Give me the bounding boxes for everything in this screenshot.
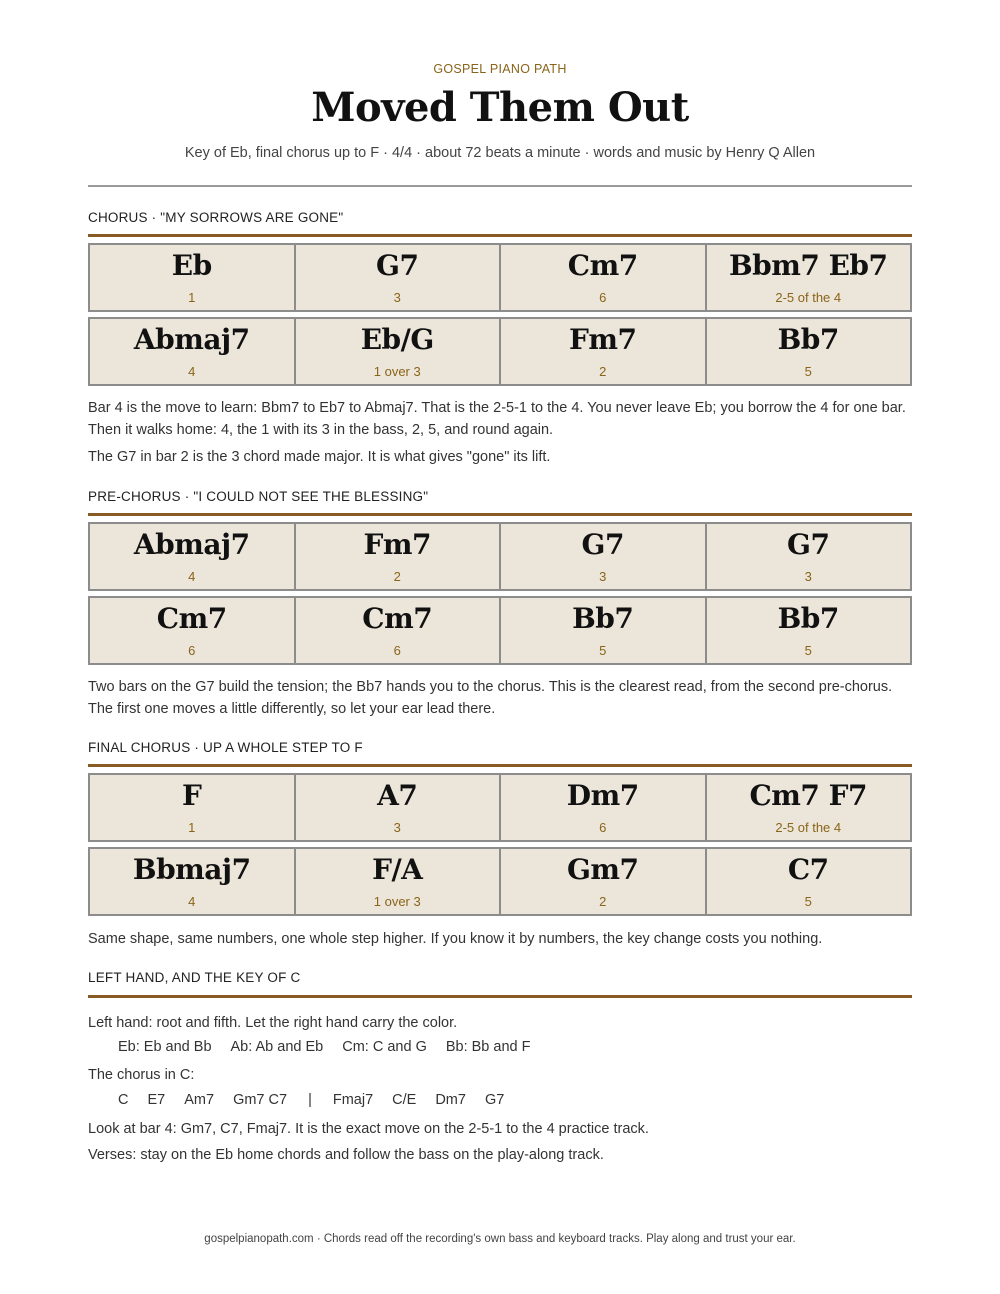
chord-degree: 5 xyxy=(599,643,607,658)
chord-token: C/E xyxy=(392,1092,417,1108)
chord-name: Fm7 xyxy=(363,528,431,561)
chord-degree: 5 xyxy=(804,364,812,379)
chord-name: A7 xyxy=(377,779,418,812)
chord-name: F xyxy=(182,779,202,812)
chord-degree: 4 xyxy=(188,364,196,379)
chord-name: Cm7 xyxy=(362,602,433,635)
chord-token: G7 xyxy=(484,1092,505,1108)
chord-name: G7 xyxy=(376,249,419,282)
chord-cell xyxy=(499,522,707,591)
left-hand-note: Look at bar 4: Gm7, C7, Fmaj7. It is the exact move on the 2-5-1 to the 4 practice track. xyxy=(88,1121,649,1137)
section-divider xyxy=(88,764,912,767)
chord-name: Bbmaj7 xyxy=(132,853,251,886)
brand-name: GOSPEL PIANO PATH xyxy=(433,62,567,76)
chord-name: Eb/G xyxy=(360,323,434,356)
chord-token: Gm7 C7 xyxy=(233,1092,288,1108)
chord-degree: 4 xyxy=(188,894,196,909)
chord-name: Bb7 xyxy=(777,323,839,356)
chorus-in-c-chords xyxy=(118,1092,504,1108)
chord-cell xyxy=(499,243,707,312)
chord-degree: 2 xyxy=(393,569,401,584)
chord-degree: 6 xyxy=(599,290,607,305)
chord-cell xyxy=(88,773,296,842)
chord-token: Fmaj7 xyxy=(332,1092,374,1108)
chord-name: Bb7 xyxy=(572,602,634,635)
chord-degree: 2-5 of the 4 xyxy=(775,820,842,835)
chord-cell xyxy=(294,317,502,386)
chord-degree: 3 xyxy=(393,290,401,305)
chord-degree: 2 xyxy=(599,894,607,909)
section-divider xyxy=(88,513,912,516)
left-hand-pair: Bb: Bb and F xyxy=(445,1039,531,1055)
chord-degree: 6 xyxy=(393,643,401,658)
chord-degree: 1 over 3 xyxy=(373,364,421,379)
left-hand-pair: Ab: Ab and Eb xyxy=(230,1039,324,1055)
section-label-chorus: CHORUS · "MY SORROWS ARE GONE" xyxy=(88,210,344,225)
chord-name: Cm7 F7 xyxy=(749,779,867,812)
chord-cell xyxy=(88,847,296,916)
page-footer: gospelpianopath.com · Chords read off the recording's own bass and keyboard tracks. Play along and trust your ear. xyxy=(204,1233,796,1245)
page-subtitle: Key of Eb, final chorus up to F · 4/4 · about 72 beats a minute · words and music by Henry Q Allen xyxy=(184,145,816,161)
chord-name: G7 xyxy=(787,528,830,561)
chord-cell xyxy=(294,847,502,916)
chord-degree: 1 xyxy=(188,290,196,305)
chord-degree: 5 xyxy=(804,643,812,658)
chord-name: G7 xyxy=(581,528,624,561)
chord-cell xyxy=(705,596,913,665)
chord-cell xyxy=(294,243,502,312)
chord-name: Bb7 xyxy=(777,602,839,635)
chord-name: Eb xyxy=(171,249,212,282)
chord-cell xyxy=(705,522,913,591)
header-divider xyxy=(88,185,912,187)
chord-token: Dm7 xyxy=(435,1092,466,1108)
chord-grid-chorus xyxy=(88,243,912,391)
section-divider xyxy=(88,995,912,998)
chord-degree: 6 xyxy=(599,820,607,835)
left-hand-pair: Eb: Eb and Bb xyxy=(118,1039,212,1055)
chord-name: Dm7 xyxy=(566,779,639,812)
chord-row xyxy=(88,773,912,842)
chord-name: Fm7 xyxy=(569,323,637,356)
section-divider xyxy=(88,234,912,237)
section-note: Bar 4 is the move to learn: Bbm7 to Eb7 to Abmaj7. That is the 2-5-1 to the 4. You never leave Eb; you borrow the 4 for one bar. Then it walks home: 4, the 1 with its 3 in the bass, 2, 5, and round again. xyxy=(88,400,906,438)
section-label-prechorus: PRE-CHORUS · "I COULD NOT SEE THE BLESSING" xyxy=(88,489,429,504)
chord-row xyxy=(88,522,912,591)
chord-row xyxy=(88,847,912,916)
chord-cell xyxy=(88,243,296,312)
chord-name: Cm7 xyxy=(156,602,227,635)
chord-cell xyxy=(705,317,913,386)
chord-degree: 2 xyxy=(599,364,607,379)
chord-cell xyxy=(88,317,296,386)
chorus-in-c-label: The chorus in C: xyxy=(88,1067,195,1083)
chord-cell xyxy=(499,596,707,665)
section-note: Two bars on the G7 build the tension; the Bb7 hands you to the chorus. This is the clearest read, from the second pre-chorus. The first one moves a little differently, so let your ear lead there. xyxy=(88,679,893,717)
chord-degree: 1 over 3 xyxy=(373,894,421,909)
chord-name: Abmaj7 xyxy=(133,528,250,561)
left-hand-intro: Left hand: root and fifth. Let the right hand carry the color. xyxy=(88,1015,458,1031)
chord-degree: 4 xyxy=(188,569,196,584)
chord-grid-final-chorus xyxy=(88,773,912,921)
chord-cell xyxy=(88,522,296,591)
chord-cell xyxy=(499,773,707,842)
chord-cell xyxy=(88,596,296,665)
chord-name: C7 xyxy=(787,853,829,886)
chord-degree: 3 xyxy=(393,820,401,835)
bar-separator: | xyxy=(308,1092,312,1108)
chord-cell xyxy=(499,317,707,386)
section-label-left-hand: LEFT HAND, AND THE KEY OF C xyxy=(88,970,301,985)
left-hand-note: Verses: stay on the Eb home chords and follow the bass on the play-along track. xyxy=(88,1147,604,1163)
chord-name: F/A xyxy=(372,853,423,886)
chord-degree: 6 xyxy=(188,643,196,658)
chord-cell xyxy=(705,773,913,842)
chord-degree: 1 xyxy=(188,820,196,835)
chord-name: Gm7 xyxy=(566,853,639,886)
chord-name: Abmaj7 xyxy=(133,323,250,356)
chord-cell xyxy=(294,522,502,591)
chord-cell xyxy=(294,773,502,842)
chord-degree: 3 xyxy=(599,569,607,584)
chord-token: C xyxy=(118,1092,129,1108)
chord-cell xyxy=(499,847,707,916)
section-note: Same shape, same numbers, one whole step higher. If you know it by numbers, the key change costs you nothing. xyxy=(88,931,823,947)
left-hand-pair: Cm: C and G xyxy=(342,1039,427,1055)
chord-row xyxy=(88,243,912,312)
chord-token: Am7 xyxy=(184,1092,215,1108)
left-hand-pairs xyxy=(118,1039,530,1055)
section-label-final-chorus: FINAL CHORUS · UP A WHOLE STEP TO F xyxy=(88,740,363,755)
chord-cell xyxy=(705,243,913,312)
chord-row xyxy=(88,317,912,386)
chord-grid-prechorus xyxy=(88,522,912,670)
section-note: The G7 in bar 2 is the 3 chord made major. It is what gives "gone" its lift. xyxy=(88,449,551,465)
page-title: Moved Them Out xyxy=(311,84,689,131)
chord-name: Bbm7 Eb7 xyxy=(728,249,888,282)
chord-name: Cm7 xyxy=(567,249,638,282)
chord-row xyxy=(88,596,912,665)
chord-token: E7 xyxy=(147,1092,166,1108)
chord-degree: 2-5 of the 4 xyxy=(775,290,842,305)
chord-cell xyxy=(294,596,502,665)
chord-cell xyxy=(705,847,913,916)
chord-degree: 3 xyxy=(804,569,812,584)
chord-degree: 5 xyxy=(804,894,812,909)
